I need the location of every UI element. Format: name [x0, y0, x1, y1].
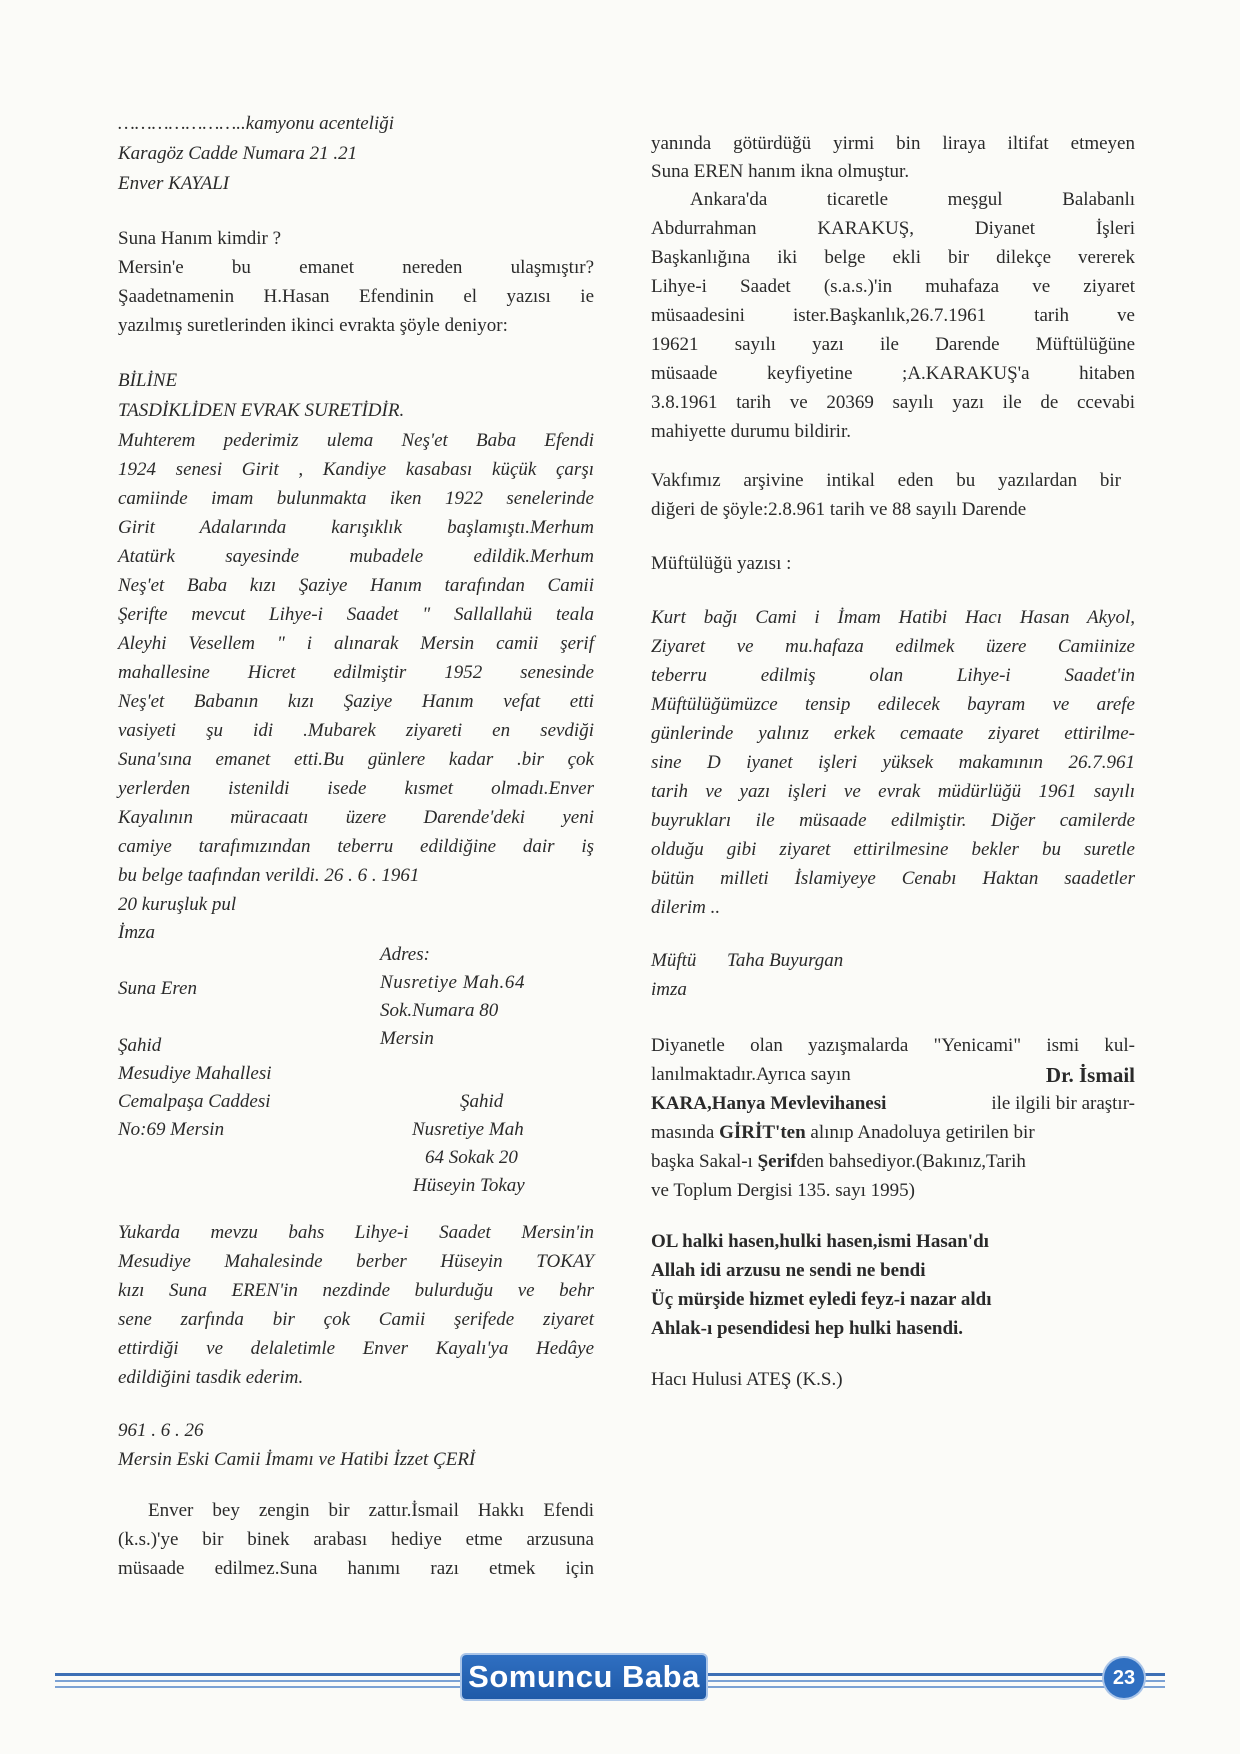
mufti-name: Taha Buyurgan: [727, 950, 844, 971]
doc-body-line: Aleyhi Vesellem " i alınarak Mersin camii şerif: [118, 633, 594, 654]
intro-line: Şaadetnamenin H.Hasan Efendinin el yazısı ie: [118, 286, 594, 307]
p4-line: Müftülüğü yazısı :: [651, 553, 792, 574]
letter-line: bütün milleti İslamiyeye Cenabı Haktan saadetler: [651, 868, 1135, 889]
poem-line: Allah idi arzusu ne sendi ne bendi: [651, 1260, 926, 1281]
witness1-line: Mesudiye Mahallesi: [118, 1063, 272, 1084]
p5-bold-name: Dr. İsmail: [1045, 1063, 1135, 1087]
confirmation-line: Yukarda mevzu bahs Lihye-i Saadet Mersin'in: [118, 1222, 594, 1243]
header-line: Enver KAYALI: [118, 173, 230, 194]
p2-line: Lihye-i Saadet (s.a.s.)'in muhafaza ve ziyaret: [651, 276, 1135, 297]
brand-logo: Somuncu Baba: [462, 1655, 706, 1699]
header-line: …………………..kamyonu acenteliği: [118, 113, 395, 134]
p2-line: mahiyette durumu bildirir.: [651, 421, 851, 442]
page-number: 23: [1104, 1658, 1144, 1698]
witness2-line: Şahid: [460, 1091, 504, 1112]
p2-line: Başkanlığına iki belge ekli bir dilekçe vererek: [651, 247, 1135, 268]
p3-line: Vakfımız arşivine intikal eden bu yazılardan bir: [651, 470, 1121, 491]
poem-line: Ahlak-ı pesendidesi hep hulki hasendi.: [651, 1318, 964, 1339]
p3-line: diğeri de şöyle:2.8.961 tarih ve 88 sayılı Darende: [651, 499, 1027, 520]
doc-title-line: BİLİNE: [118, 370, 178, 391]
p2-line: 3.8.1961 tarih ve 20369 sayılı yazı ile de ccevabi: [651, 392, 1135, 413]
poem-line: Üç mürşide hizmet eyledi feyz-i nazar aldı: [651, 1289, 992, 1310]
witness2-line: 64 Sokak 20: [425, 1147, 518, 1168]
doc-body-line: Muhterem pederimiz ulema Neş'et Baba Efendi: [118, 430, 594, 451]
doc-body-line: Kayalının müracaatı üzere Darende'deki yeni: [118, 807, 594, 828]
closing-line: müsaade edilmez.Suna hanımı razı etmek için: [118, 1558, 594, 1579]
confirmation-line: kızı Suna EREN'in nezdinde bulurduğu ve behr: [118, 1280, 594, 1301]
doc-body-line: bu belge taafından verildi. 26 . 6 . 1961: [118, 865, 420, 886]
doc-body-line: camiye tarafımızından teberru edildiğine dair iş: [118, 836, 594, 857]
p1-line: yanında götürdüğü yirmi bin liraya iltifat etmeyen: [651, 133, 1135, 154]
p5-bold-word: Şerif: [757, 1151, 797, 1172]
poem-line: OL halki hasen,hulki hasen,ismi Hasan'dı: [651, 1231, 989, 1252]
p5-segment: başka Sakal-ı: [651, 1151, 753, 1172]
closing-line: (k.s.)'ye bir binek arabası hediye etme arzusuna: [118, 1529, 594, 1550]
doc-body-line: Neş'et Baba kızı Şaziye Hanım tarafından Camii: [118, 575, 594, 596]
confirmation-line: ettirdiği ve delaletimle Enver Kayalı'ya Hedâye: [118, 1338, 594, 1359]
address-label: Adres:: [380, 944, 430, 965]
header-line: Karagöz Cadde Numara 21 .21: [118, 143, 358, 164]
letter-line: Kurt bağı Cami i İmam Hatibi Hacı Hasan Akyol,: [651, 607, 1135, 628]
stamp-line: İmza: [118, 922, 155, 943]
letter-line: dilerim ..: [651, 897, 721, 918]
p5-segment: lanılmaktadır.Ayrıca sayın: [651, 1064, 851, 1085]
letter-line: buyrukları ile müsaade edilmiştir. Diğer camilerde: [651, 810, 1135, 831]
letter-line: Müftülüğümüzce tensip edilecek bayram ve arefe: [651, 694, 1135, 715]
witness1-line: Şahid: [118, 1035, 162, 1056]
poet-name: Hacı Hulusi ATEŞ (K.S.): [651, 1369, 843, 1390]
mufti-sign: imza: [651, 979, 687, 1000]
p5-segment: den bahsediyor.(Bakınız,Tarih: [796, 1151, 1026, 1172]
doc-body-line: yerlerden istenildi isede kısmet olmadı.Enver: [118, 778, 594, 799]
doc-body-line: Atatürk sayesinde mubadele edildik.Merhum: [118, 546, 594, 567]
doc-body-line: vasiyeti şu idi .Mubarek ziyareti en sevdiği: [118, 720, 594, 741]
letter-line: teberru edilmiş olan Lihye-i Saadet'in: [651, 665, 1135, 686]
p5-line: [651, 1122, 1135, 1144]
doc-body-line: 1924 senesi Girit , Kandiye kasabası küçük çarşı: [118, 459, 594, 480]
confirm-signer: Mersin Eski Camii İmamı ve Hatibi İzzet ÇERİ: [118, 1449, 476, 1470]
letter-line: Ziyaret ve mu.hafaza edilmek üzere Camiinize: [651, 636, 1135, 657]
doc-title-line: TASDİKLİDEN EVRAK SURETİDİR.: [118, 400, 405, 421]
mufti-title: Müftü: [651, 950, 697, 971]
witness2-line: Nusretiye Mah: [412, 1119, 524, 1140]
address-line: Nusretiye Mah.64: [380, 972, 526, 993]
p5-segment: alınıp Anadoluya getirilen bir: [810, 1122, 1035, 1143]
letter-line: tarih ve yazı işleri ve evrak müdürlüğü 1961 sayılı: [651, 781, 1135, 802]
p5-line: ve Toplum Dergisi 135. sayı 1995): [651, 1180, 915, 1201]
p5-line: [651, 1151, 1026, 1173]
p2-line: müsaadesini ister.Başkanlık,26.7.1961 tarih ve: [651, 305, 1135, 326]
p5-bold-name: KARA,Hanya Mevlevihanesi: [651, 1093, 887, 1114]
p2-line: Abdurrahman KARAKUŞ, Diyanet İşleri: [651, 218, 1135, 239]
p2-line: 19621 sayılı yazı ile Darende Müftülüğüne: [651, 334, 1135, 355]
p5-line: [651, 1064, 1135, 1086]
p2-line: Ankara'da ticaretle meşgul Balabanlı: [690, 189, 1135, 210]
stamp-line: 20 kuruşluk pul: [118, 894, 237, 915]
confirmation-line: Mesudiye Mahalesinde berber Hüseyin TOKAY: [118, 1251, 594, 1272]
intro-line: Suna Hanım kimdir ?: [118, 228, 282, 249]
doc-body-line: Suna'sına emanet etti.Bu günlere kadar .bir çok: [118, 749, 594, 770]
p5-segment: ile ilgili bir araştır-: [991, 1093, 1135, 1114]
closing-line: Enver bey zengin bir zattır.İsmail Hakkı Efendi: [148, 1500, 594, 1521]
p5-line: [651, 1093, 1135, 1115]
p2-line: müsaade keyfiyetine ;A.KARAKUŞ'a hitaben: [651, 363, 1135, 384]
witness2-line: Hüseyin Tokay: [413, 1175, 525, 1196]
witness1-line: Cemalpaşa Caddesi: [118, 1091, 271, 1112]
signer-name: Suna Eren: [118, 978, 197, 999]
witness1-line: No:69 Mersin: [118, 1119, 225, 1140]
address-line: Mersin: [380, 1028, 434, 1049]
confirmation-line: sene zarfında bir çok Camii şerifede ziyaret: [118, 1309, 594, 1330]
intro-line: Mersin'e bu emanet nereden ulaşmıştır?: [118, 257, 594, 278]
intro-line: yazılmış suretlerinden ikinci evrakta şöyle deniyor:: [118, 315, 508, 336]
doc-body-line: Şerifte mevcut Lihye-i Saadet " Sallallahü teala: [118, 604, 594, 625]
doc-body-line: camiinde imam bulunmakta iken 1922 senelerinde: [118, 488, 594, 509]
p5-line: Diyanetle olan yazışmalarda "Yenicami" ismi kul-: [651, 1035, 1135, 1056]
letter-line: günlerinde yalınız erkek cemaate ziyaret ettirilme-: [651, 723, 1135, 744]
confirm-date: 961 . 6 . 26: [118, 1420, 204, 1441]
doc-body-line: mahallesine Hicret edilmiştir 1952 senesinde: [118, 662, 594, 683]
p5-segment: masında: [651, 1122, 715, 1143]
confirmation-line: edildiğini tasdik ederim.: [118, 1367, 304, 1388]
p1-line: Suna EREN hanım ikna olmuştur.: [651, 161, 910, 182]
address-line: Sok.Numara 80: [380, 1000, 499, 1021]
letter-line: sine D iyanet işleri yüksek makamının 26.7.961: [651, 752, 1135, 773]
doc-body-line: Neş'et Babanın kızı Şaziye Hanım vefat etti: [118, 691, 594, 712]
letter-line: olduğu gibi ziyaret ettirilmesine bekler bu suretle: [651, 839, 1135, 860]
doc-body-line: Girit Adalarında karışıklık başlamıştı.Merhum: [118, 517, 594, 538]
p5-bold-word: GİRİT'ten: [719, 1122, 806, 1143]
